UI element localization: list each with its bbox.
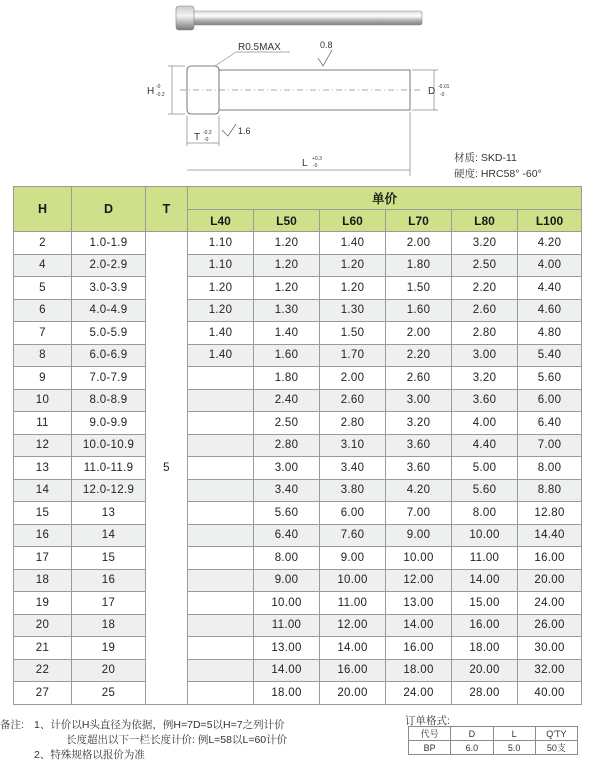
header-length: L100 [518, 210, 582, 232]
cell-price: 1.60 [254, 344, 320, 367]
cell-price: 4.40 [518, 277, 582, 300]
material-spec: 材质: SKD-11 [454, 152, 517, 164]
cell-price [188, 682, 254, 705]
cell-price: 32.00 [518, 659, 582, 682]
cell-price: 1.40 [320, 232, 386, 255]
cell-price: 16.00 [320, 659, 386, 682]
cell-price: 4.00 [518, 254, 582, 277]
cell-price: 7.60 [320, 524, 386, 547]
cell-price: 3.80 [320, 479, 386, 502]
cell-price: 14.00 [452, 569, 518, 592]
cell-price: 14.00 [254, 659, 320, 682]
h-dimension-label: H [147, 86, 155, 97]
cell-price: 8.80 [518, 479, 582, 502]
header-unit-price: 单价 [188, 187, 582, 210]
cell-price: 2.40 [254, 389, 320, 412]
cell-price: 1.40 [188, 344, 254, 367]
notes-label: 备注: [0, 719, 24, 731]
cell-h: 17 [14, 547, 72, 570]
cell-h: 27 [14, 682, 72, 705]
table-row [14, 322, 582, 345]
cell-price: 16.00 [452, 614, 518, 637]
note-line: 1、计价以H头直径为依据，例H=7D=5以H=7之列计价 [34, 719, 285, 731]
cell-h: 18 [14, 569, 72, 592]
order-value: BP [409, 741, 451, 755]
cell-d: 11.0-11.9 [72, 457, 146, 480]
cell-price: 2.50 [254, 412, 320, 435]
cell-price: 1.30 [320, 299, 386, 322]
cell-price: 3.40 [320, 457, 386, 480]
cell-price: 18.00 [386, 659, 452, 682]
cell-price: 24.00 [518, 592, 582, 615]
cell-d: 10.0-10.9 [72, 434, 146, 457]
table-row [14, 479, 582, 502]
cell-d: 3.0-3.9 [72, 277, 146, 300]
order-header: 代号 [409, 727, 451, 741]
cell-d: 5.0-5.9 [72, 322, 146, 345]
cell-price: 26.00 [518, 614, 582, 637]
cell-h: 22 [14, 659, 72, 682]
cell-price: 1.10 [188, 232, 254, 255]
cell-price: 14.00 [320, 637, 386, 660]
cell-price: 30.00 [518, 637, 582, 660]
header-length: L80 [452, 210, 518, 232]
cell-price: 28.00 [452, 682, 518, 705]
cell-price: 3.00 [254, 457, 320, 480]
cell-price: 3.20 [452, 232, 518, 255]
cell-d: 20 [72, 659, 146, 682]
cell-price: 2.50 [452, 254, 518, 277]
cell-price: 1.40 [188, 322, 254, 345]
cell-price: 20.00 [320, 682, 386, 705]
cell-price: 10.00 [254, 592, 320, 615]
cell-price [188, 434, 254, 457]
table-row [14, 682, 582, 705]
cell-d: 1.0-1.9 [72, 232, 146, 255]
cell-price [188, 367, 254, 390]
cell-price: 4.00 [452, 412, 518, 435]
cell-price: 1.20 [254, 254, 320, 277]
table-row [14, 232, 582, 255]
cell-price: 13.00 [386, 592, 452, 615]
cell-h: 7 [14, 322, 72, 345]
cell-h: 16 [14, 524, 72, 547]
header-length: L50 [254, 210, 320, 232]
cell-price: 3.20 [452, 367, 518, 390]
l-tolerance-top: +0.3 [312, 156, 322, 162]
d-tolerance-bottom: -0 [440, 92, 445, 98]
notes [0, 718, 287, 763]
cell-price: 10.00 [386, 547, 452, 570]
cell-price: 24.00 [386, 682, 452, 705]
cell-price [188, 457, 254, 480]
cell-d: 2.0-2.9 [72, 254, 146, 277]
cell-price: 1.20 [254, 277, 320, 300]
cell-price: 3.20 [386, 412, 452, 435]
cell-price [188, 412, 254, 435]
cell-price: 11.00 [452, 547, 518, 570]
cell-price: 9.00 [386, 524, 452, 547]
cell-price: 5.60 [452, 479, 518, 502]
cell-price: 3.60 [452, 389, 518, 412]
table-row [14, 524, 582, 547]
cell-price: 3.40 [254, 479, 320, 502]
t-tolerance-top: -0.2 [203, 130, 212, 136]
cell-price: 2.80 [254, 434, 320, 457]
l-dimension-label: L [302, 158, 308, 169]
cell-d: 9.0-9.9 [72, 412, 146, 435]
cell-price: 14.40 [518, 524, 582, 547]
cell-price: 1.50 [386, 277, 452, 300]
cell-d: 14 [72, 524, 146, 547]
table-row [14, 389, 582, 412]
cell-price: 1.40 [254, 322, 320, 345]
table-row [14, 344, 582, 367]
cell-d: 25 [72, 682, 146, 705]
cell-price: 16.00 [386, 637, 452, 660]
cell-price: 16.00 [518, 547, 582, 570]
cell-price: 2.60 [386, 367, 452, 390]
table-row [14, 592, 582, 615]
order-value: 50支 [535, 741, 577, 755]
cell-price: 6.40 [254, 524, 320, 547]
note-line: 2、特殊规格以报价为准 [34, 749, 145, 761]
order-header: D [451, 727, 493, 741]
cell-price: 18.00 [254, 682, 320, 705]
cell-d: 6.0-6.9 [72, 344, 146, 367]
cell-d: 12.0-12.9 [72, 479, 146, 502]
cell-h: 19 [14, 592, 72, 615]
cell-price: 6.00 [320, 502, 386, 525]
order-value: 5.0 [493, 741, 535, 755]
table-row [14, 659, 582, 682]
header-d: D [72, 187, 146, 232]
cell-d: 16 [72, 569, 146, 592]
cell-price: 5.00 [452, 457, 518, 480]
cell-price: 7.00 [386, 502, 452, 525]
cell-price: 1.20 [188, 299, 254, 322]
h-tolerance-top: -0 [156, 84, 161, 90]
cell-price [188, 389, 254, 412]
cell-price: 9.00 [254, 569, 320, 592]
cell-price: 6.00 [518, 389, 582, 412]
cell-h: 21 [14, 637, 72, 660]
cell-price: 1.30 [254, 299, 320, 322]
cell-price: 1.20 [254, 232, 320, 255]
cell-d: 8.0-8.9 [72, 389, 146, 412]
roughness-label: 0.8 [320, 40, 333, 50]
cell-d: 13 [72, 502, 146, 525]
cell-price: 1.20 [188, 277, 254, 300]
cell-price: 2.00 [386, 322, 452, 345]
header-length: L40 [188, 210, 254, 232]
table-row [14, 637, 582, 660]
table-row [14, 412, 582, 435]
cell-price: 2.60 [320, 389, 386, 412]
cell-price: 2.80 [452, 322, 518, 345]
t-tolerance-bottom: -0 [204, 137, 209, 143]
cell-price: 8.00 [518, 457, 582, 480]
table-row [14, 457, 582, 480]
cell-price: 2.00 [386, 232, 452, 255]
d-tolerance-top: -0.01 [438, 84, 450, 90]
header-length: L60 [320, 210, 386, 232]
cell-h: 6 [14, 299, 72, 322]
cell-price: 20.00 [452, 659, 518, 682]
order-header: L [493, 727, 535, 741]
cell-price: 4.20 [518, 232, 582, 255]
cell-price: 1.80 [386, 254, 452, 277]
cell-price: 10.00 [320, 569, 386, 592]
cell-d: 7.0-7.9 [72, 367, 146, 390]
cell-price: 11.00 [254, 614, 320, 637]
cell-price: 1.20 [320, 277, 386, 300]
cell-price [188, 479, 254, 502]
header-t: T [146, 187, 188, 232]
cell-price: 1.70 [320, 344, 386, 367]
order-value: 6.0 [451, 741, 493, 755]
cell-price: 5.60 [254, 502, 320, 525]
cell-price: 5.40 [518, 344, 582, 367]
price-table [13, 186, 582, 705]
order-format-table [408, 726, 578, 755]
cell-price: 2.60 [452, 299, 518, 322]
cell-price: 2.80 [320, 412, 386, 435]
cell-price [188, 659, 254, 682]
roughness-small-label: 1.6 [238, 126, 251, 136]
cell-price: 3.60 [386, 434, 452, 457]
d-dimension-label: D [428, 86, 436, 97]
cell-price: 7.00 [518, 434, 582, 457]
cell-h: 13 [14, 457, 72, 480]
cell-price: 1.10 [188, 254, 254, 277]
cell-price: 12.00 [320, 614, 386, 637]
cell-d: 19 [72, 637, 146, 660]
cell-price: 12.00 [386, 569, 452, 592]
table-row [14, 502, 582, 525]
note-line: 长度超出以下一栏长度计价: 例L=58以L=60计价 [66, 734, 288, 746]
cell-price: 4.60 [518, 299, 582, 322]
cell-h: 11 [14, 412, 72, 435]
table-row [14, 614, 582, 637]
cell-price: 4.80 [518, 322, 582, 345]
cell-price: 9.00 [320, 547, 386, 570]
cell-h: 5 [14, 277, 72, 300]
table-row [14, 547, 582, 570]
cell-price: 13.00 [254, 637, 320, 660]
cell-price [188, 569, 254, 592]
header-length: L70 [386, 210, 452, 232]
cell-price: 1.20 [320, 254, 386, 277]
radius-label: R0.5MAX [238, 42, 281, 53]
table-row [14, 299, 582, 322]
table-row [14, 367, 582, 390]
cell-price [188, 547, 254, 570]
h-tolerance-bottom: -0.2 [156, 92, 165, 98]
cell-price: 2.00 [320, 367, 386, 390]
cell-price: 15.00 [452, 592, 518, 615]
cell-price: 18.00 [452, 637, 518, 660]
ejector-pin-image [176, 6, 422, 30]
cell-price: 4.40 [452, 434, 518, 457]
table-row [14, 434, 582, 457]
cell-h: 12 [14, 434, 72, 457]
cell-d: 15 [72, 547, 146, 570]
cell-h: 8 [14, 344, 72, 367]
cell-price: 1.60 [386, 299, 452, 322]
cell-price [188, 614, 254, 637]
cell-t: 5 [146, 232, 188, 705]
l-tolerance-bottom: -0 [313, 163, 318, 169]
cell-price: 3.00 [452, 344, 518, 367]
cell-price: 5.60 [518, 367, 582, 390]
cell-price [188, 592, 254, 615]
table-row [14, 569, 582, 592]
cell-price: 6.40 [518, 412, 582, 435]
cell-price [188, 502, 254, 525]
cell-price: 3.10 [320, 434, 386, 457]
t-dimension-label: T [194, 132, 201, 143]
cell-price: 1.50 [320, 322, 386, 345]
cell-h: 20 [14, 614, 72, 637]
cell-price: 4.20 [386, 479, 452, 502]
cell-h: 2 [14, 232, 72, 255]
cell-h: 14 [14, 479, 72, 502]
cell-d: 4.0-4.9 [72, 299, 146, 322]
cell-price: 40.00 [518, 682, 582, 705]
cell-price: 3.60 [386, 457, 452, 480]
cell-price: 8.00 [254, 547, 320, 570]
table-row [14, 254, 582, 277]
cell-price: 3.00 [386, 389, 452, 412]
cell-price [188, 637, 254, 660]
cell-price [188, 524, 254, 547]
cell-price: 14.00 [386, 614, 452, 637]
cell-d: 18 [72, 614, 146, 637]
hardness-spec: 硬度: HRC58° -60° [454, 168, 542, 180]
cell-h: 9 [14, 367, 72, 390]
cell-h: 10 [14, 389, 72, 412]
order-header: Q'TY [535, 727, 577, 741]
header-h: H [14, 187, 72, 232]
cell-h: 15 [14, 502, 72, 525]
cell-price: 11.00 [320, 592, 386, 615]
cell-price: 2.20 [386, 344, 452, 367]
cell-price: 8.00 [452, 502, 518, 525]
cell-price: 10.00 [452, 524, 518, 547]
cell-price: 20.00 [518, 569, 582, 592]
cell-h: 4 [14, 254, 72, 277]
cell-d: 17 [72, 592, 146, 615]
cell-price: 1.80 [254, 367, 320, 390]
cell-price: 12.80 [518, 502, 582, 525]
cell-price: 2.20 [452, 277, 518, 300]
order-format-title: 订单格式: [405, 715, 450, 727]
table-row [14, 277, 582, 300]
